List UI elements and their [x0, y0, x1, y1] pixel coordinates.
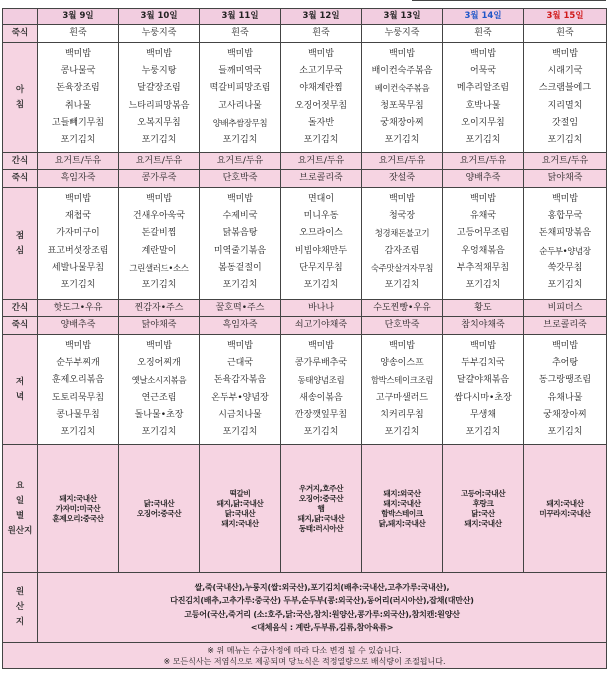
- snack-cell: 요거트/두유: [524, 153, 607, 170]
- porridge-row-noon: [3, 170, 607, 188]
- breakfast-row: [3, 43, 607, 153]
- origin-day: 돼지:외국산 돼지:국내산 함박스테이크 닭,돼지:국내산: [362, 445, 443, 573]
- lunch-day: 백미밥 홍합무국 돈채피망볶음 순두부•양념장 쑥갓무침 포기김치: [524, 188, 607, 300]
- snack-cell: 요거트/두유: [281, 153, 362, 170]
- porridge-cell: 흰죽: [38, 25, 119, 43]
- lunch-day: 백미밥 청국장 청경채돈불고기 감자조림 숙주맛살겨자무침 포기김치: [362, 188, 443, 300]
- porridge-cell: 흑임자죽: [200, 317, 281, 335]
- snack-cell: 황도: [443, 300, 524, 317]
- date-header-saturday: 3월 14일: [443, 9, 524, 25]
- porridge-cell: 닭야채죽: [119, 317, 200, 335]
- lunch-row: [3, 188, 607, 300]
- porridge-cell: 흰죽: [443, 25, 524, 43]
- snack-cell: 바나나: [281, 300, 362, 317]
- porridge-cell: 흰죽: [524, 25, 607, 43]
- header-corner: [3, 9, 38, 25]
- weekly-menu-table: [2, 8, 607, 669]
- breakfast-day: 백미밥 누룽지탕 달걀장조림 느타리피망볶음 오복지무침 포기김치: [119, 43, 200, 153]
- row-label: 죽식: [3, 25, 38, 43]
- origin-day: 닭:국내산 오징어:중국산: [119, 445, 200, 573]
- porridge-cell: 브로콜리죽: [524, 317, 607, 335]
- porridge-cell: 양배추죽: [443, 170, 524, 188]
- lunch-day: 백미밥 유채국 고등어무조림 우엉채볶음 부추적채무침 포기김치: [443, 188, 524, 300]
- snack-row-afternoon: [3, 300, 607, 317]
- breakfast-day: 백미밥 어묵국 메추리알조림 호박나물 오이지무침 포기김치: [443, 43, 524, 153]
- footnotes: ※ 위 메뉴는 수급사정에 따라 다소 변경 될 수 있습니다. ※ 모든식사는 저염식으로 제공되며 당뇨식은 적정열량으로 배식량이 조절됩니다.: [3, 643, 607, 669]
- lunch-day: 백미밥 재첩국 가자미구이 표고버섯장조림 세발나물무침 포기김치: [38, 188, 119, 300]
- dinner-day: 백미밥 추어탕 동그랑땡조림 유채나물 궁채장아찌 포기김치: [524, 335, 607, 445]
- snack-cell: 비피더스: [524, 300, 607, 317]
- dinner-row: [3, 335, 607, 445]
- snack-cell: 요거트/두유: [119, 153, 200, 170]
- origin-day: 떡갈비 돼지,닭:국내산 닭:국내산 돼지:국내산: [200, 445, 281, 573]
- breakfast-day: 백미밥 소고기무국 야채계란찜 오징어젓무침 돌자반 포기김치: [281, 43, 362, 153]
- section-label-origin: 원 산 지: [3, 573, 38, 643]
- date-header: 3월 12일: [281, 9, 362, 25]
- snack-cell: 꿀호떡•주스: [200, 300, 281, 317]
- dinner-day: 백미밥 오징어찌개 옛날소시지볶음 연근조림 돌나물•초장 포기김치: [119, 335, 200, 445]
- date-header: 3월 13일: [362, 9, 443, 25]
- snack-cell: 요거트/두유: [38, 153, 119, 170]
- section-label-daily-origin: 요 일 별 원산지: [3, 445, 38, 573]
- origin-day: 고등어:국내산 후랑크 닭:국산 돼지:국내산: [443, 445, 524, 573]
- dinner-day: 백미밥 순두부찌개 훈제오리볶음 도토리묵무침 콩나물무침 포기김치: [38, 335, 119, 445]
- origin-day: 우거지,호주산 오징어:중국산 햄 돼지,닭:국내산 동태:러시아산: [281, 445, 362, 573]
- date-header: 3월 10일: [119, 9, 200, 25]
- breakfast-day: 백미밥 들깨미역국 떡갈비피망조림 고사리나물 양배추쌈장무침 포기김치: [200, 43, 281, 153]
- top-rule: [412, 0, 606, 2]
- porridge-cell: 단호박죽: [200, 170, 281, 188]
- porridge-cell: 브로콜리죽: [281, 170, 362, 188]
- section-label-breakfast: 아 침: [3, 43, 38, 153]
- origin-day: 돼지:국내산 가자미:미국산 훈제오리:중국산: [38, 445, 119, 573]
- date-header-sunday: 3월 15일: [524, 9, 607, 25]
- lunch-day: 면대이 미니우동 오므라이스 비빔야채만두 단무지무침 포기김치: [281, 188, 362, 300]
- section-label-lunch: 점 심: [3, 188, 38, 300]
- date-header: 3월 9일: [38, 9, 119, 25]
- snack-cell: 핫도그•우유: [38, 300, 119, 317]
- row-label: 간식: [3, 153, 38, 170]
- snack-cell: 수도찐빵•우유: [362, 300, 443, 317]
- lunch-day: 백미밥 건새우아욱국 돈갈비찜 계란말이 그린샐러드•소스 포기김치: [119, 188, 200, 300]
- porridge-cell: 누룽지죽: [362, 25, 443, 43]
- porridge-row-morning: [3, 25, 607, 43]
- section-label-dinner: 저 녁: [3, 335, 38, 445]
- porridge-cell: 닭야채죽: [524, 170, 607, 188]
- breakfast-day: 백미밥 배이컨숙주볶음 베이컨숙주볶음 청포묵무침 궁채장아찌 포기김치: [362, 43, 443, 153]
- porridge-cell: 흰죽: [281, 25, 362, 43]
- origin-summary: 쌀,죽(국내산),누룽지(쌀:외국산),포기김치(배추:국내산,고추가루:국내산), 다진김치(배추,고추가루:중국산) 두부,순두부(콩:외국산),동어리(러시아산),잡채(대만산) 고등어(국산,죽거리 (소:호주,닭:국산,참치:원양산,콩가루:외국산),참치캔:원양산 <대체음식 : 계란,두부류,김류,참아육류>: [38, 573, 607, 643]
- porridge-cell: 누룽지죽: [119, 25, 200, 43]
- date-header: 3월 11일: [200, 9, 281, 25]
- daily-origin-row: [3, 445, 607, 573]
- snack-cell: 찐감자•주스: [119, 300, 200, 317]
- row-label: 죽식: [3, 317, 38, 335]
- origin-day: 돼지:국내산 미꾸라지:국내산: [524, 445, 607, 573]
- porridge-cell: 흑임자죽: [38, 170, 119, 188]
- porridge-cell: 잣설죽: [362, 170, 443, 188]
- breakfast-day: 백미밥 시래기국 스크램블에그 지리멸치 갓절임 포기김치: [524, 43, 607, 153]
- origin-summary-row: [3, 573, 607, 643]
- dinner-day: 백미밥 양송이스프 함박스테이크조림 고구마샐러드 치커리무침 포기김치: [362, 335, 443, 445]
- porridge-cell: 쇠고기야채죽: [281, 317, 362, 335]
- porridge-cell: 참치야채죽: [443, 317, 524, 335]
- porridge-cell: 양배추죽: [38, 317, 119, 335]
- breakfast-day: 백미밥 콩나물국 돈육장조림 취나물 고들빼기무침 포기김치: [38, 43, 119, 153]
- dinner-day: 백미밥 근대국 돈육감자볶음 온두부•양념장 시금치나물 포기김치: [200, 335, 281, 445]
- dinner-day: 백미밥 콩가루배추국 동태양념조림 새송이볶음 깐장깻잎무침 포기김치: [281, 335, 362, 445]
- dinner-day: 백미밥 두부김치국 달걀야채볶음 쌈다시마•초장 무생채 포기김치: [443, 335, 524, 445]
- porridge-row-evening: [3, 317, 607, 335]
- porridge-cell: 단호박죽: [362, 317, 443, 335]
- row-label: 간식: [3, 300, 38, 317]
- porridge-cell: 흰죽: [200, 25, 281, 43]
- date-header-row: [3, 9, 607, 25]
- snack-cell: 요거트/두유: [200, 153, 281, 170]
- footnote-row: [3, 643, 607, 669]
- row-label: 죽식: [3, 170, 38, 188]
- snack-cell: 요거트/두유: [362, 153, 443, 170]
- lunch-day: 백미밥 수제비국 닭볶음탕 미역줄기볶음 봄동겉절이 포기김치: [200, 188, 281, 300]
- snack-cell: 요거트/두유: [443, 153, 524, 170]
- porridge-cell: 콩가루죽: [119, 170, 200, 188]
- snack-row-morning: [3, 153, 607, 170]
